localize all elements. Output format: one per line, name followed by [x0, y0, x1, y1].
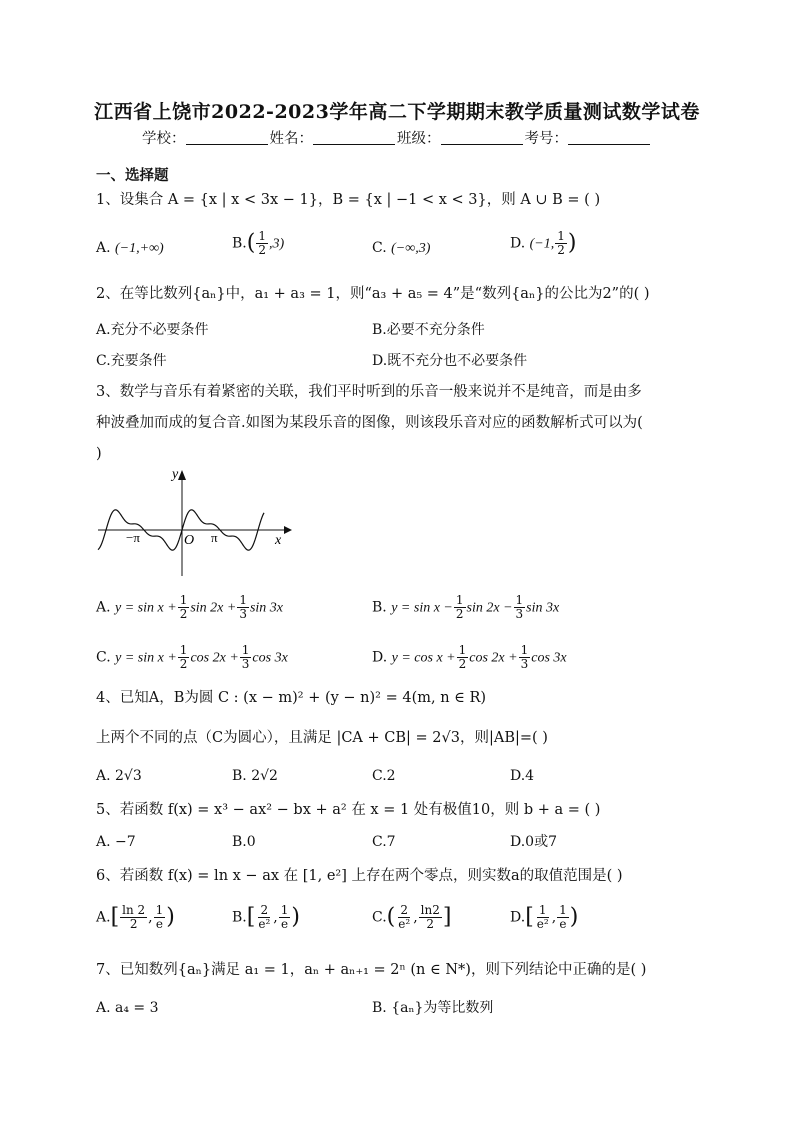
q6-d-frac1: [535, 904, 551, 931]
q3-a-num1: 1: [179, 593, 188, 607]
q1-d-num: 1: [557, 229, 565, 243]
q1-b-label: B.: [232, 235, 247, 252]
q6-d-frac2: [557, 904, 569, 931]
q6-a-frac1: [120, 904, 147, 931]
q3-option-b[interactable]: [372, 594, 559, 621]
q6-c-n2: ln2: [420, 903, 440, 917]
q3-a-frac1: [178, 594, 190, 621]
q6-b-n2: 1: [280, 903, 289, 917]
q3-c-den2: 3: [241, 657, 250, 671]
q6-b-d2: e: [280, 917, 289, 931]
q1-option-b[interactable]: B.( $\frac{1}{2}$ ,3): [232, 229, 285, 257]
q6-c-d1: e²: [398, 917, 411, 931]
q6-d-n2: 1: [559, 903, 567, 917]
q5-option-a[interactable]: A. −7: [96, 834, 136, 850]
q6-d-d2: e: [559, 917, 567, 931]
q3-b-den2: 3: [515, 607, 524, 621]
q3-a-t2: sin 2x +: [190, 600, 237, 616]
y-label: y: [172, 467, 179, 482]
number-label: 考号：: [524, 131, 568, 147]
q3-c-t2: cos 2x +: [190, 650, 239, 666]
q2-option-a[interactable]: A.充分不必要条件: [96, 322, 209, 338]
q3-option-d[interactable]: [372, 644, 567, 671]
class-label: 班级：: [397, 131, 441, 147]
q1-d-frac: [555, 230, 567, 257]
q6-d-d1: e²: [536, 917, 549, 931]
q6-a-d2: e: [155, 917, 163, 931]
q4-stem-line2: 上两个不同的点（C为圆心），且满足 |CA + CB| = 2√3，则|AB|=( ): [96, 730, 548, 746]
q3-c-num2: 1: [241, 643, 250, 657]
q3-d-label: D.: [372, 649, 388, 666]
q2-option-d[interactable]: D.既不充分也不必要条件: [372, 353, 528, 369]
q1-d-label: D.: [510, 235, 526, 252]
q3-a-den2: 3: [239, 607, 247, 621]
q4-option-b[interactable]: B. 2√2: [232, 768, 278, 784]
q3-stem-line3: ): [96, 446, 102, 462]
y-axis-arrow: [178, 470, 186, 480]
q3-c-t3: cos 3x: [252, 650, 288, 666]
q5-option-c[interactable]: C.7: [372, 834, 396, 850]
q7-stem: 7、已知数列{aₙ}满足 a₁ = 1，aₙ + aₙ₊₁ = 2ⁿ (n ∈ N*)，则下列结论中正确的是( ): [96, 962, 647, 978]
q2-stem: 2、在等比数列{aₙ}中，a₁ + a₃ = 1，则“a₃ + a₅ = 4”是“数列{aₙ}的公比为2”的( ): [96, 286, 650, 302]
q6-option-a[interactable]: A.[ $\frac{\ln 2}{2}$ , $\frac{1}{e}$ ): [96, 903, 175, 931]
q1-d-den: 2: [557, 243, 565, 257]
q3-d-den2: 3: [520, 657, 529, 671]
q6-c-frac1: [396, 904, 412, 931]
neg-pi-label: −π: [126, 530, 140, 545]
q3-stem-line1: 3、数学与音乐有着紧密的关联，我们平时听到的乐音一般来说并不是纯音，而是由多: [96, 384, 642, 400]
q3-d-den1: 2: [458, 657, 467, 671]
name-blank[interactable]: [313, 130, 395, 145]
q3-stem-line2: 种波叠加而成的复合音.如图为某段乐音的图像，则该段乐音对应的函数解析式可以为(: [96, 415, 643, 431]
q3-c-frac1: [178, 644, 190, 671]
q1-c-label: C.: [372, 240, 387, 256]
number-blank[interactable]: [568, 130, 650, 145]
q6-stem: 6、若函数 f(x) = ln x − ax 在 [1, e²] 上存在两个零点，则实数a的取值范围是( ): [96, 868, 623, 884]
q1-c-value: (−∞,3): [391, 241, 431, 256]
q5-option-d[interactable]: D.0或7: [510, 834, 557, 850]
q6-a-d1: 2: [129, 917, 138, 931]
school-label: 学校：: [142, 131, 186, 147]
q6-a-label: A.: [96, 909, 111, 926]
q3-b-num1: 1: [455, 593, 464, 607]
student-info-row: [0, 127, 794, 148]
q3-b-t3: sin 3x: [526, 600, 560, 616]
q3-a-den1: 2: [179, 607, 188, 621]
q1-b-den: 2: [258, 243, 266, 257]
q6-option-b[interactable]: B.[ $\frac{2}{\text{e²}}$ , $\frac{1}{e}$ ): [232, 903, 300, 931]
q3-d-t2: cos 2x +: [469, 650, 518, 666]
q3-option-c[interactable]: [96, 644, 288, 671]
q6-b-label: B.: [232, 909, 247, 926]
q3-waveform-graph: [94, 466, 294, 578]
q3-d-t1: y = cos x +: [391, 650, 456, 666]
q2-option-b[interactable]: B.必要不充分条件: [372, 322, 485, 338]
x-axis-arrow: [284, 526, 292, 534]
section-heading: 一、选择题: [96, 167, 169, 184]
q3-a-t1: y = sin x +: [115, 600, 177, 616]
q6-a-frac2: [154, 904, 166, 931]
class-blank[interactable]: [441, 130, 523, 145]
q4-option-c[interactable]: C.2: [372, 768, 396, 784]
q1-a-value: (−1,+∞): [115, 241, 164, 256]
q3-c-frac2: [240, 644, 252, 671]
q3-option-a[interactable]: [96, 594, 283, 621]
q1-stem: 1、设集合 A = {x | x < 3x − 1}，B = {x | −1 < x < 3}，则 A ∪ B = ( ): [96, 192, 601, 208]
q6-a-n1: ln 2: [122, 903, 146, 917]
x-label: x: [275, 533, 282, 548]
q6-option-d[interactable]: D.[ $\frac{1}{\text{e²}}$ , $\frac{1}{e}$ ): [510, 903, 579, 931]
q3-a-num2: 1: [239, 593, 247, 607]
q3-b-label: B.: [372, 599, 387, 616]
q4-stem-line1: 4、已知A，B为圆 C : (x − m)² + (y − n)² = 4(m, n ∈ R): [96, 690, 487, 706]
q3-c-num1: 1: [179, 643, 188, 657]
q3-a-frac2: [237, 594, 249, 621]
q3-a-label: A.: [96, 599, 111, 616]
q6-b-frac2: [279, 904, 291, 931]
pi-label: π: [211, 530, 218, 545]
q6-b-n1: 2: [260, 903, 269, 917]
q5-option-b[interactable]: B.0: [232, 834, 256, 850]
q7-option-a[interactable]: A. a₄ = 3: [96, 1000, 159, 1016]
q6-c-label: C.: [372, 909, 387, 926]
q6-a-n2: 1: [155, 903, 164, 917]
q4-option-d[interactable]: D.4: [510, 768, 535, 784]
q6-option-c[interactable]: C.( $\frac{2}{\text{e²}}$ , $\frac{\ln 2}{2}$ ]: [372, 903, 452, 931]
q1-option-d[interactable]: D. (−1, $\frac{1}{2}$ ): [510, 229, 577, 257]
q3-d-t3: cos 3x: [531, 650, 567, 666]
q1-b-num: 1: [258, 229, 266, 243]
q3-c-label: C.: [96, 649, 111, 666]
q3-d-frac2: [519, 644, 531, 671]
q3-b-frac2: [514, 594, 526, 621]
name-label: 姓名：: [269, 131, 313, 147]
q6-d-n1: 1: [538, 903, 547, 917]
q6-c-n1: 2: [400, 903, 409, 917]
q3-c-den1: 2: [179, 657, 188, 671]
q7-option-b[interactable]: B. {aₙ}为等比数列: [372, 1000, 494, 1016]
q3-b-num2: 1: [515, 593, 524, 607]
q4-option-a[interactable]: A. 2√3: [96, 768, 142, 784]
origin-label: O: [184, 533, 195, 548]
q6-b-d1: e²: [258, 917, 271, 931]
q1-b-frac: [256, 230, 268, 257]
q3-b-t1: y = sin x −: [391, 600, 453, 616]
q1-a-label: A.: [96, 240, 111, 256]
q1-b-value: ,3): [268, 236, 285, 252]
q3-a-t3: sin 3x: [249, 600, 284, 616]
q1-option-c[interactable]: [372, 238, 430, 259]
q1-option-a[interactable]: [96, 238, 164, 259]
q6-c-frac2: [419, 904, 442, 931]
school-blank[interactable]: [186, 130, 268, 145]
q3-b-den1: 2: [455, 607, 464, 621]
page-title: 江西省上饶市2022-2023学年高二下学期期末教学质量测试数学试卷: [94, 101, 700, 123]
q5-stem: 5、若函数 f(x) = x³ − ax² − bx + a² 在 x = 1 处有极值10，则 b + a = ( ): [96, 802, 601, 818]
q3-b-frac1: [454, 594, 466, 621]
q6-d-label: D.: [510, 909, 526, 926]
q6-b-frac1: [256, 904, 272, 931]
q3-d-num1: 1: [458, 643, 467, 657]
q6-c-d2: 2: [426, 917, 435, 931]
q3-b-t2: sin 2x −: [466, 600, 513, 616]
q3-c-t1: y = sin x +: [115, 650, 177, 666]
q1-d-value: (−1,: [529, 236, 555, 252]
q3-d-frac1: [457, 644, 469, 671]
q3-d-num2: 1: [520, 643, 529, 657]
q2-option-c[interactable]: C.充要条件: [96, 353, 167, 369]
